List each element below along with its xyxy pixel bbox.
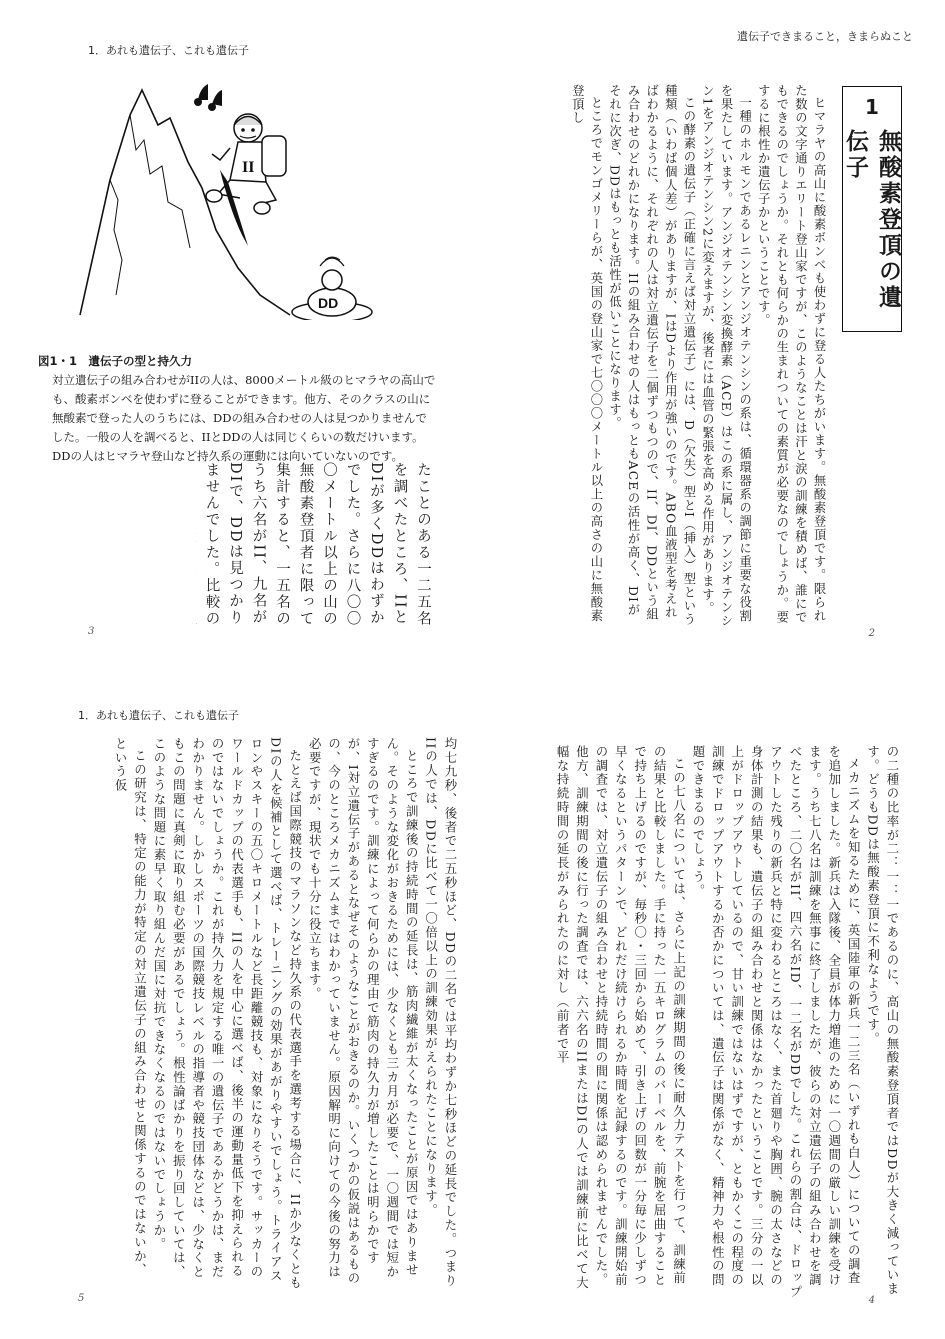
section-title-box bbox=[842, 86, 902, 332]
page-5-bottom-left bbox=[0, 665, 470, 1339]
body-column bbox=[532, 84, 828, 630]
page-2-top-right bbox=[470, 0, 945, 665]
page-header: 遺伝子できまること，きまらぬこと bbox=[737, 30, 913, 43]
paragraph: 均七九秒、後者で二五秒ほど、DDの二名では平均わずか七秒ほどの延長でした。つまりIIの人では、DDに比べて一〇倍以上の訓練効果がえられたことになります。 bbox=[423, 737, 458, 1289]
body-column bbox=[58, 737, 460, 1291]
paragraph: この酵素の遺伝子（正確に言えば対立遺伝子）には、D（欠失）型とI（挿入）型という種類（いわば個人差）がありますが、IはDより作用が強いのです。ABO血液型を考えればわかるように、それぞれの人は対立遺伝子を二個ずつもつので、II、DI、DDという組み合わせのどれかになります。IIの組み合わせの人はもっともACEの活性が高く、DIがそれに次ぎ、DDはもっとも活性が低いことになります。 bbox=[607, 84, 696, 627]
paragraph: ところでモンゴメリーらが、英国の登山家で七〇〇〇メートル以上の高さの山に無酸素登頂し bbox=[570, 84, 603, 623]
page-header: 1．あれも遺伝子、これも遺伝子 bbox=[78, 709, 239, 722]
page-4-bottom-right bbox=[470, 665, 945, 1339]
paragraph: この七八名については、さらに上記の訓練期間の後に耐久力テストを行って、訓練前の結果と比較しました。手に持った一五キログラムのバーベルを、前腕を屈曲することで持ち上げるのですが、毎秒〇・三回から始めて、引き上げの回数が一分毎に少しずつ早くなるというパターンで、どれだけ続けられるか時間を記録するのです。訓練開始前の調査では、対立遺伝子の組み合わせと持続時間の間に関係は認められませんでした。他方、訓練期間の後に行った調査では、六六名のIIまたはDIの人では訓練前に比べて大幅な持続時間の延長がみられたのに対し（前者で平 bbox=[555, 745, 687, 1290]
dd-shirt-label: DD bbox=[318, 295, 339, 311]
body-column bbox=[532, 745, 902, 1299]
page-number: 4 bbox=[868, 1295, 875, 1306]
page-number: 2 bbox=[868, 628, 875, 639]
body-column bbox=[196, 462, 434, 634]
page-number: 3 bbox=[88, 626, 95, 637]
paragraph: たとえば国際競技のマラソンなど持久系の代表選手を選考する場合に、IIか少なくともDIの人を候補として選べば、トレーニングの効果があがりやすいでしょう。トライアスロンやスキーの五〇キロメートルなど長距離競技も、対象になりそうです。サッカーのワールドカップの代表選手も、IIの人を中心に選べば、後半の運動量低下を抑えられるのではないでしょうか。これが持久力を規定する唯一の遺伝子であるかどうかは、まだわかりません。しかしスポーツの国際競技レベルの指導者や競技団体などは、少なくともこの問題に真剣に取り組む必要があるでしょう。根性論ばかりを振り回していては、このような問題に素早く取り組んだ国に対抗できなくなるのではないでしょうか。 bbox=[151, 737, 303, 1291]
figure-label: 図1・1 遺伝子の型と持久力 bbox=[38, 354, 193, 368]
page-3-top-left bbox=[0, 0, 470, 665]
section-number: 1 bbox=[865, 95, 879, 119]
paragraph: 一種のホルモンであるレニンとアンジオテンシンの系は、循環器系の調節に重要な役割を果たしています。アンジオテンシン変換酵素（ACE）はこの系に属し、アンジオテンシン1をアンジオテンシン2に変えますが、後者には血管の緊張を高める作用があります。 bbox=[700, 84, 752, 628]
paragraph: ヒマラヤの高山に酸素ボンベも使わずに登る人たちがいます。無酸素登頂です。限られた数の文字通りエリート登山家ですが、このようなことは汗と涙の訓練を積めば、誰にでもできるのでしょうか。それとも何らかの生まれついての素質が必要なのでしょうか。要するに根性か遺伝子かということです。 bbox=[756, 84, 826, 624]
page-header: 1．あれも遺伝子、これも遺伝子 bbox=[88, 44, 249, 57]
paragraph: この研究は、特定の能力が特定の対立遺伝子の組み合わせと関係するのではないか、という仮 bbox=[113, 737, 148, 1278]
paragraph: たことのある一二五名を調べたところ、IIとDIが多くDDはわずかでした。さらに八〇〇〇メートル以上の山の無酸素登頂者に限って集計すると、一五名のうち六名がII、九名がDIで、DDは見つかりませんでした。比較の bbox=[203, 462, 431, 627]
paragraph: ところで訓練後の持続時間の延長は、筋肉繊維が太くなったことが原因ではありません。そのような変化がおきるためには、少なくとも三カ月が必要で、一〇週間では短かすぎるのです。訓練によって何らかの理由で筋肉の持久力が増したことは明らかですが、I対立遺伝子があるとなぜそのようなことがおきるのか。いくつかの仮説はあるものの、今のところメカニズムまではわかっていません。原因解明に向けての今後の努力は必要ですが、現状でも十分に役立ちます。 bbox=[307, 737, 420, 1286]
paragraph: メカニズムを知るために、英国陸軍の新兵一二三名（いずれも白人）についての調査を追加しました。新兵は入隊後、全員が体力増進のために一〇週間の厳しい訓練を受けます。うち七八名は訓練を無事に終了しましたが、彼らの対立遺伝子の組み合わせを調べたところ、二〇名がII、四六名がID、一二名がDDでした。これらの割合は、ドロップアウトした残りの新兵と特に変わるところはなく、また首廻りや胸囲、腕の太さなどの身体計測の結果も、遺伝子の組み合わせと関係はなかったということです。三分の一以上がドロップアウトしているので、甘い訓練ではないはずですが、ともかくこの程度の訓練でドロップアウトするか否かについては、遺伝子は関係がなく、精神力や根性の問題できまるのでしょう。 bbox=[690, 745, 862, 1299]
ii-shirt-label: II bbox=[242, 159, 255, 176]
figure-caption-block bbox=[38, 352, 438, 466]
figure-caption: 対立遺伝子の組み合わせがIIの人は、8000メートル級のヒマラヤの高山でも、酸素ボンベを使わずに登ることができます。他方、そのクラスの山に無酸素で登った人のうちには、DDの組み合わせの人は見つかりませんでした。一般の人を調べると、IIとDDの人は同じくらいの数だけいます。DDの人はヒマラヤ登山など持久系の運動には向いていないのです。 bbox=[52, 373, 436, 463]
page-number: 5 bbox=[78, 1293, 85, 1304]
mountain-climber-illustration bbox=[70, 70, 400, 320]
section-title: 無酸素登頂の遺伝子 bbox=[842, 129, 901, 311]
paragraph: の二種の比率が二：一：一であるのに、高山の無酸素登頂者ではDDが大きく減っています。どうもDDは無酸素登頂に不利なようです。 bbox=[865, 745, 900, 1297]
